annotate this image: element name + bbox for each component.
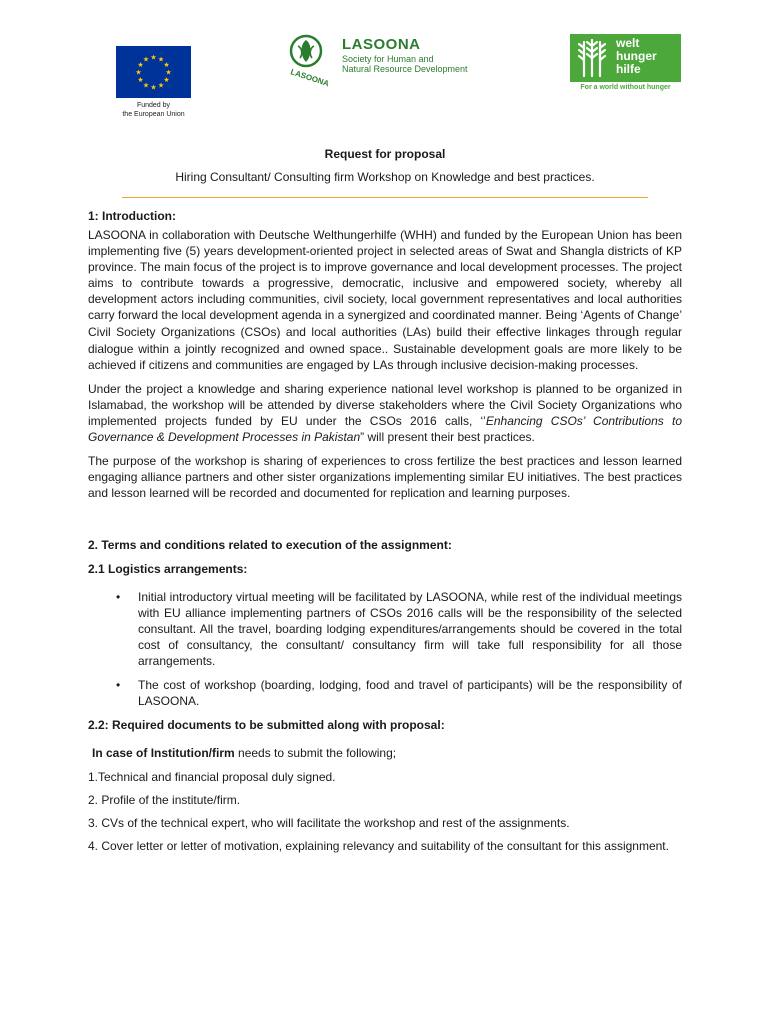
intro-p2-part1: Under the project a knowledge and sharing experience national level workshop is planned to be organized in Islamabad, the workshop will be attended by diverse stakeholders where the Civil Society Organizations who implemented projects funded by EU under the CSOs 2016 calls, ‘’: [88, 382, 682, 428]
lasoona-tagline-line1: Society for Human and: [342, 54, 434, 64]
whh-line3: hilfe: [616, 62, 641, 76]
eu-star-icon: ★: [163, 77, 170, 84]
eu-star-icon: ★: [135, 69, 142, 77]
eu-star-icon: ★: [150, 54, 157, 62]
eu-flag-icon: [116, 46, 191, 98]
documents-item-3: 3. CVs of the technical expert, who will facilitate the workshop and rest of the assignments.: [88, 816, 570, 830]
documents-item-4: 4. Cover letter or letter of motivation, explaining relevancy and suitability of the consultant for this assignment.: [88, 839, 669, 853]
whh-line2: hunger: [616, 49, 657, 63]
eu-star-icon: ★: [142, 82, 150, 90]
whh-line1: welt: [616, 36, 640, 50]
intro-paragraph-1: [88, 227, 682, 373]
documents-item-2: 2. Profile of the institute/firm.: [88, 793, 241, 807]
eu-caption: [116, 101, 191, 119]
document-subtitle: Hiring Consultant/ Consulting firm Workshop on Knowledge and best practices.: [175, 170, 595, 184]
list-item: [88, 677, 682, 709]
document-body: [88, 146, 682, 861]
intro-paragraph-2: [88, 381, 682, 445]
whh-tagline: For a world without hunger: [580, 84, 671, 91]
eu-caption-line2: the European Union: [122, 111, 185, 118]
intro-p2-part2: ” will present their best practices.: [360, 430, 535, 444]
eu-star-icon: ★: [163, 62, 170, 69]
intro-p1-through: through: [595, 325, 640, 340]
lasoona-tagline-line2: Natural Resource Development: [342, 64, 468, 74]
intro-p2-italic: Enhancing CSOs’ Contributions to Governance & Development Processes in Pakistan: [88, 414, 682, 444]
eu-star-icon: ★: [137, 62, 144, 69]
bullet-icon: •: [116, 678, 121, 692]
whh-logo: [570, 34, 681, 91]
lasoona-emblem-icon: [286, 32, 338, 89]
bullet-icon: •: [116, 590, 121, 604]
section1-heading: 1: Introduction:: [88, 209, 176, 223]
eu-caption-line1: Funded by: [136, 102, 171, 109]
lasoona-logo: [286, 32, 486, 89]
lasoona-tagline: [342, 54, 468, 74]
documents-intro-bold: In case of Institution/firm: [92, 746, 235, 760]
documents-item-1: 1.Technical and financial proposal duly signed.: [88, 770, 336, 784]
eu-star-icon: ★: [142, 56, 150, 64]
eu-star-icon: ★: [157, 56, 165, 64]
bullet-text: Initial introductory virtual meeting will be facilitated by LASOONA, while rest of the individual meetings with EU alliance implementing partners of CSOs 2016 calls will be the responsibility of the selected consultant. All the travel, boarding lodging expenditures/arrangements should be covered in the total cost of consultancy, the consultant/ consultancy firm will take full responsibility for all those arrangements.: [138, 590, 682, 668]
eu-logo: [116, 46, 191, 119]
eu-star-icon: ★: [157, 82, 165, 90]
divider: [122, 197, 648, 198]
intro-paragraph-3: The purpose of the workshop is sharing of experiences to cross fertilize the best practices and lesson learned engaging alliance partners and other sister organizations implementing similar EU initiatives. The best practices and lesson learned will be recorded and documented for replication and learning purposes.: [88, 454, 682, 500]
wheat-icon: [574, 36, 614, 80]
logistics-list: [88, 589, 682, 709]
eu-star-icon: ★: [165, 69, 172, 77]
section2-2-heading: 2.2: Required documents to be submitted along with proposal:: [88, 718, 445, 732]
document-title: Request for proposal: [324, 147, 446, 161]
whh-wordmark: [616, 37, 657, 76]
section2-1-heading: 2.1 Logistics arrangements:: [88, 562, 248, 576]
intro-p1-being: B: [545, 308, 555, 323]
whh-box: [570, 34, 681, 82]
lasoona-name: LASOONA: [342, 36, 421, 53]
lasoona-emblem-text: LASOONA: [289, 67, 331, 89]
list-item: [88, 589, 682, 669]
documents-intro: [88, 745, 682, 761]
intro-p1-part1: LASOONA in collaboration with Deutsche Welthungerhilfe (WHH) and funded by the European Union has been implementing five (5) years development-oriented project in selected areas of Swat and Shangla districts of KP province. The main focus of the project is to improve governance and local development processes. The project aims to contribute towards a progressive, democratic, inclusive and empowered society, whereby all development actors including communities, civil society, local government representatives and local authorities carry forward the local development agenda in a synergized and coordinated manner.: [88, 228, 682, 322]
bullet-text: The cost of workshop (boarding, lodging, food and travel of participants) will be the responsibility of LASOONA.: [138, 678, 682, 708]
eu-star-icon: ★: [150, 84, 157, 92]
eu-star-icon: ★: [137, 77, 144, 84]
intro-p1-part3: regular dialogue within a jointly recognized and owned space.. Sustainable development goals are more likely to be achieved if citizens and communities are engaged by LAs through inclusive decision-making processes.: [88, 325, 682, 372]
documents-intro-rest: needs to submit the following;: [234, 746, 397, 760]
intro-p1-part2: eing ‘Agents of Change’ Civil Society Organizations (CSOs) and local authorities (LAs) build their effective linkages: [88, 308, 682, 339]
section2-heading: 2. Terms and conditions related to execution of the assignment:: [88, 538, 452, 552]
